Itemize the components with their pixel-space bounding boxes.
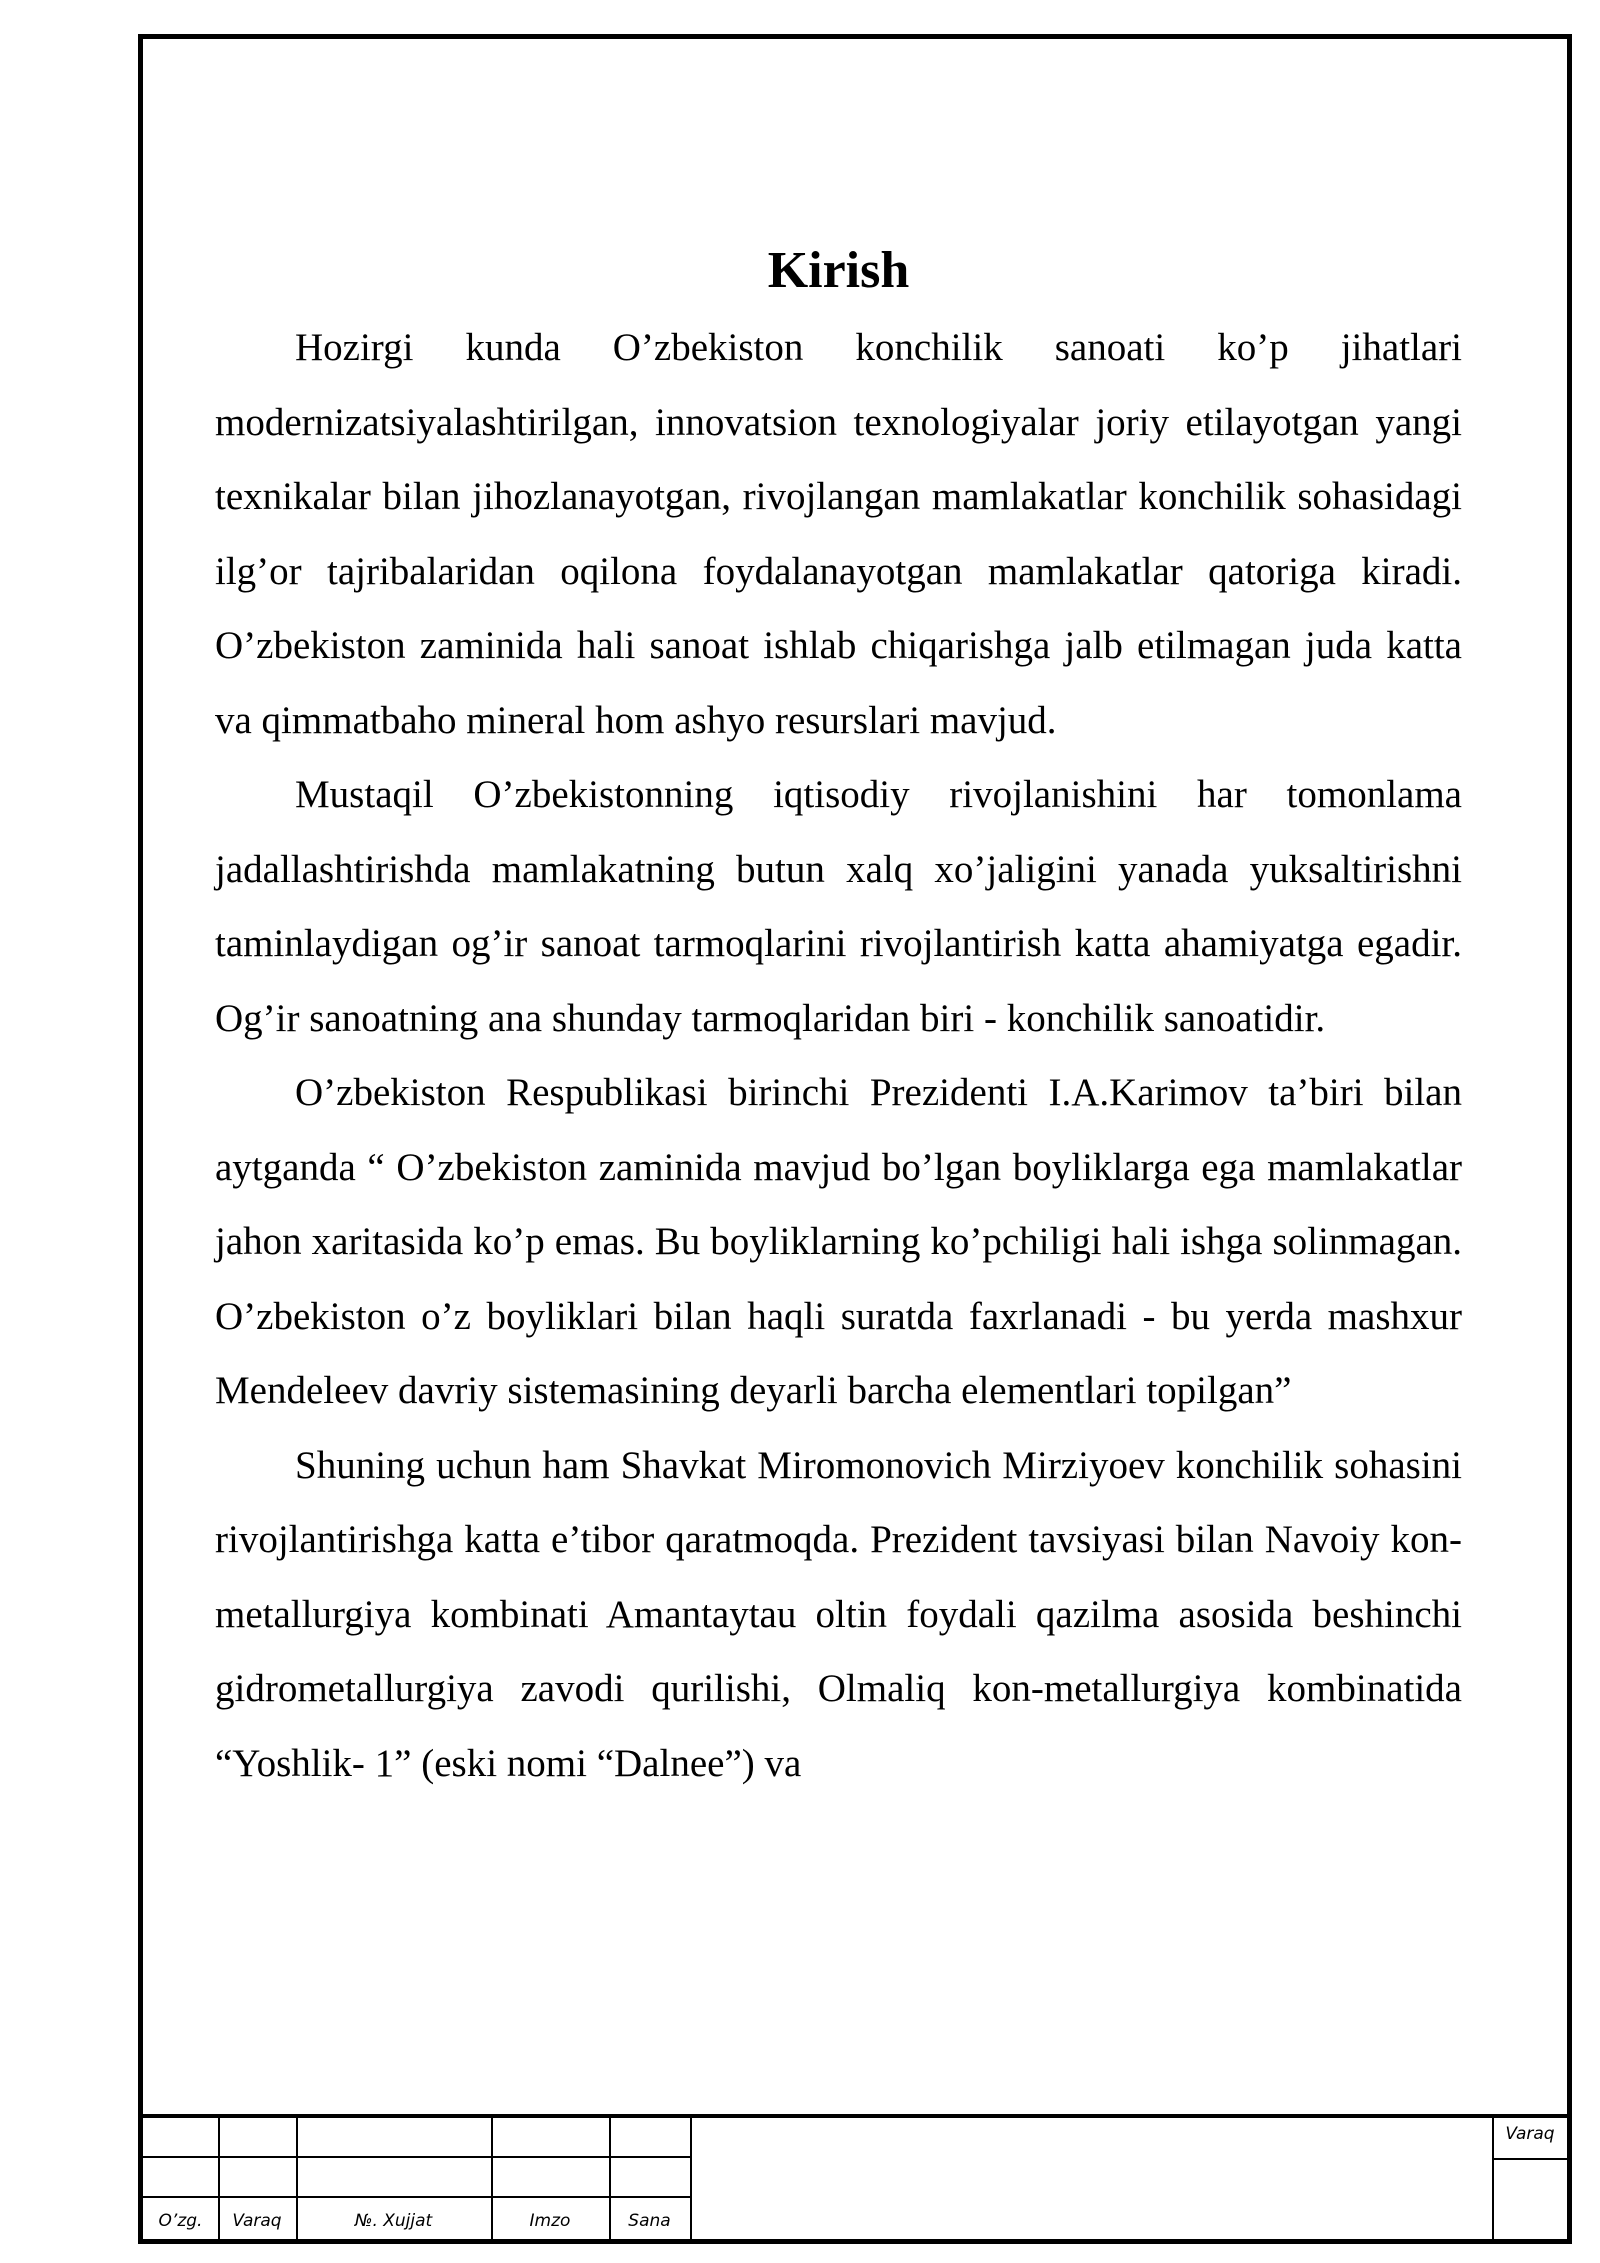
paragraph-2: Mustaqil O’zbekistonning iqtisodiy rivojlanishini har tomonlama jadallashtirishda mamlakatning butun xalq xo’jaligini yanada yuksaltirishni taminlaydigan og’ir sanoat tarmoqlarini rivojlantirish katta ahamiyatga egadir. Og’ir sanoatning ana shunday tarmoqlaridan biri - konchilik sanoatidir. [215,773,1462,1040]
paragraph-3: O’zbekiston Respublikasi birinchi Prezidenti I.A.Karimov ta’biri bilan aytganda “ O’zbekiston zaminida mavjud bo’lgan boyliklarga ega mamlakatlar jahon xaritasida ko’p emas. Bu boyliklarning ko’pchiligi hali ishga solinmagan. O’zbekiston o’z boyliklari bilan haqli suratda faxrlanadi - bu yerda mashxur Mendeleev davriy sistemasining deyarli barcha elementlari topilgan” [215,1071,1462,1412]
sheet-cell-divider [1492,2158,1568,2160]
sheet-number-label: Varaq [1505,2124,1555,2144]
paragraph-1: Hozirgi kunda O’zbekiston konchilik sanoati ko’p jihatlari modernizatsiyalashtirilgan, innovatsion texnologiyalar joriy etilayotgan yangi texnikalar bilan jihozlanayotgan, rivojlangan mamlakatlar konchilik sohasidagi ilg’or tajribalaridan oqilona foydalanayotgan mamlakatlar qatoriga kiradi. O’zbekiston zaminida hali sanoat ishlab chiqarishga jalb etilmagan juda katta va qimmatbaho mineral hom ashyo resurslari mavjud. [215,326,1462,742]
stamp-caption-date: Sana [628,2211,671,2231]
stamp-caption-change: O’zg. [158,2211,203,2231]
paragraph-4: Shuning uchun ham Shavkat Miromonovich Mirziyoev konchilik sohasini rivojlantirishga katta e’tibor qaratmoqda. Prezident tavsiyasi bilan Navoiy kon- metallurgiya kombinati Amantaytau oltin foydali qazilma asosida beshinchi gidrometallurgiya zavodi qurilishi, Olmaliq kon-metallurgiya kombinatida “Yoshlik- 1” (eski nomi “Dalnee”) va [215,1443,1462,1785]
stamp-caption-sheet: Varaq [232,2211,282,2231]
document-body [215,239,1462,1801]
stamp-caption-doc-number: №. Xujjat [354,2211,433,2231]
stamp-caption-signature: Imzo [529,2211,571,2231]
stamp-row-divider [143,2156,690,2158]
page-frame [138,34,1572,2244]
stamp-row-divider [143,2196,690,2198]
page-title: Kirish [767,242,910,299]
stamp-col-divider [690,2118,692,2239]
title-block-stamp [143,2114,1567,2239]
